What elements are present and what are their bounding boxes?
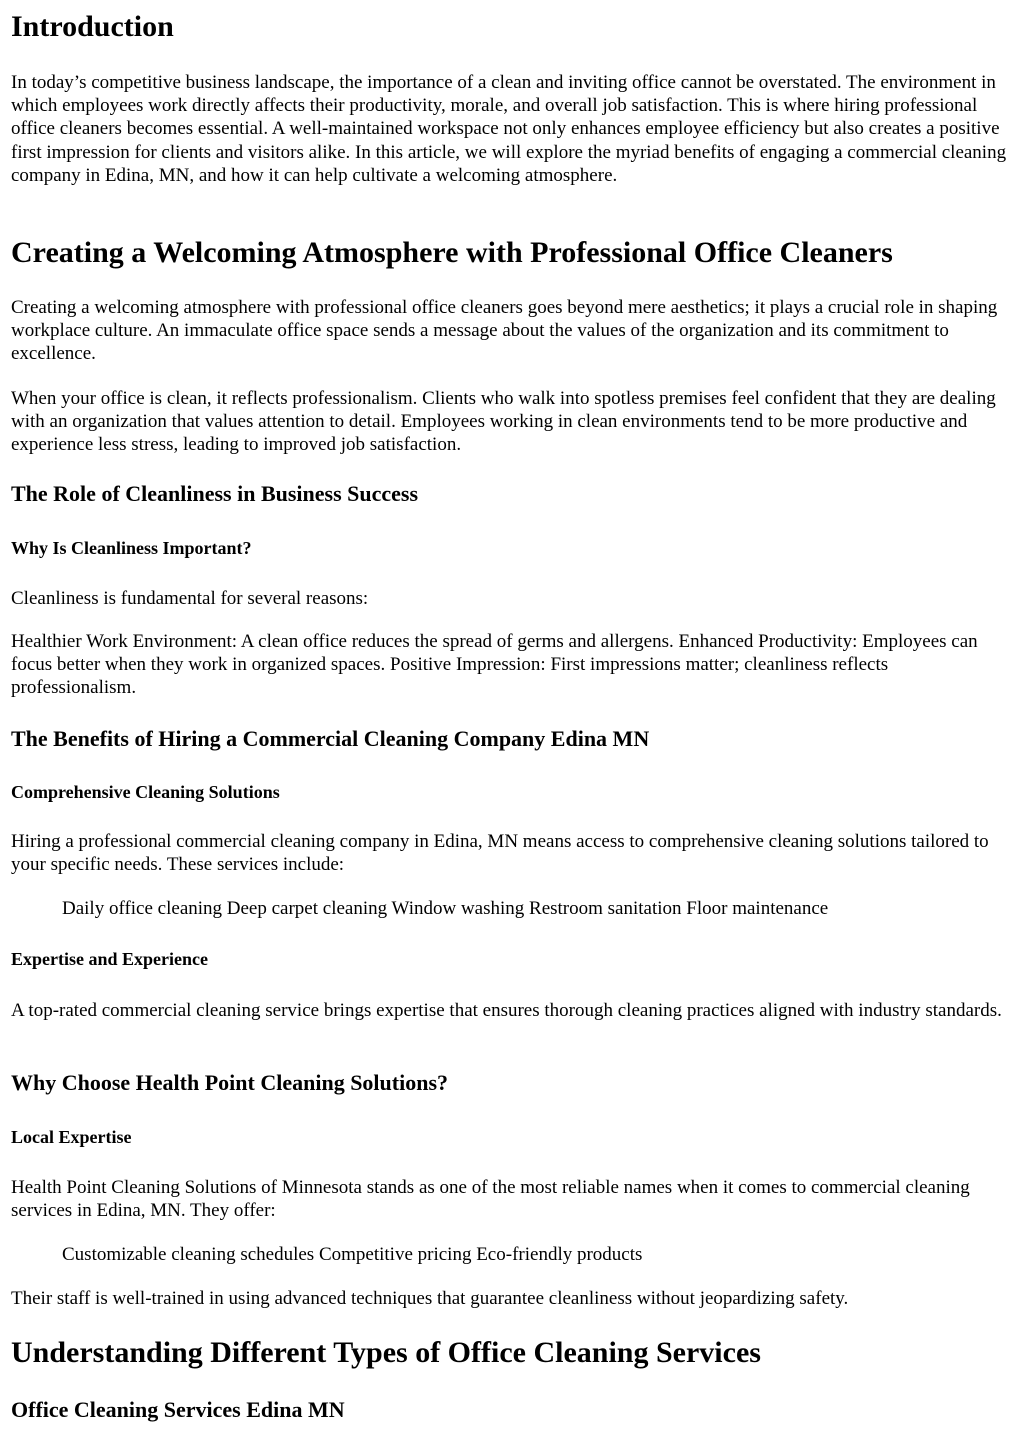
services-list: Daily office cleaning Deep carpet cleaning Window washing Restroom sanitation Floor maintenance [62,898,829,919]
subheading-comprehensive-solutions: Comprehensive Cleaning Solutions [11,782,280,802]
healthpoint-paragraph-2: Their staff is well-trained in using advanced techniques that guarantee cleanliness without jeopardizing safety. [11,1288,849,1309]
subheading-local-expertise: Local Expertise [11,1127,132,1147]
heading-introduction: Introduction [11,10,174,43]
heading-role-of-cleanliness: The Role of Cleanliness in Business Success [11,481,419,506]
welcoming-paragraph-1: Creating a welcoming atmosphere with professional office cleaners goes beyond mere aesthetics; it plays a crucial role in shaping workplace culture. An immaculate office space sends a message about the values of the organization and its commitment to excellence. [11,297,998,365]
subheading-why-cleanliness: Why Is Cleanliness Important? [11,538,252,558]
heading-benefits: The Benefits of Hiring a Commercial Cleaning Company Edina MN [11,726,650,751]
role-paragraph-2: Healthier Work Environment: A clean office reduces the spread of germs and allergens. Enhanced Productivity: Employees can focus better when they work in organized spaces. Positive Impression: First impressions matter; cleanliness reflects professionalism. [11,631,978,699]
intro-paragraph: In today’s competitive business landscape, the importance of a clean and inviting office cannot be overstated. The environment in which employees work directly affects their productivity, morale, and overall job satisfaction. This is where hiring professional office cleaners becomes essential. A well-maintained workspace not only enhances employee efficiency but also creates a positive first impression for clients and visitors alike. In this article, we will explore the myriad benefits of engaging a commercial cleaning company in Edina, MN, and how it can help cultivate a welcoming atmosphere. [11,72,1007,186]
subheading-office-cleaning-edina: Office Cleaning Services Edina MN [11,1397,345,1422]
subheading-expertise-experience: Expertise and Experience [11,949,208,969]
offerings-list: Customizable cleaning schedules Competitive pricing Eco-friendly products [62,1244,643,1265]
welcoming-paragraph-2: When your office is clean, it reflects professionalism. Clients who walk into spotless premises feel confident that they are dealing with an organization that values attention to detail. Employees working in clean environments tend to be more productive and experience less stress, leading to improved job satisfaction. [11,388,996,456]
healthpoint-paragraph-1: Health Point Cleaning Solutions of Minnesota stands as one of the most reliable names when it comes to commercial cleaning services in Edina, MN. They offer: [11,1177,970,1222]
heading-types-of-services: Understanding Different Types of Office Cleaning Services [11,1336,761,1369]
heading-health-point: Why Choose Health Point Cleaning Solutions? [11,1070,449,1095]
benefits-paragraph-2: A top-rated commercial cleaning service brings expertise that ensures thorough cleaning practices aligned with industry standards. [11,1000,1002,1021]
role-paragraph-1: Cleanliness is fundamental for several reasons: [11,588,369,609]
heading-welcoming-atmosphere: Creating a Welcoming Atmosphere with Professional Office Cleaners [11,236,893,269]
benefits-paragraph-1: Hiring a professional commercial cleaning company in Edina, MN means access to comprehensive cleaning solutions tailored to your specific needs. These services include: [11,831,989,876]
